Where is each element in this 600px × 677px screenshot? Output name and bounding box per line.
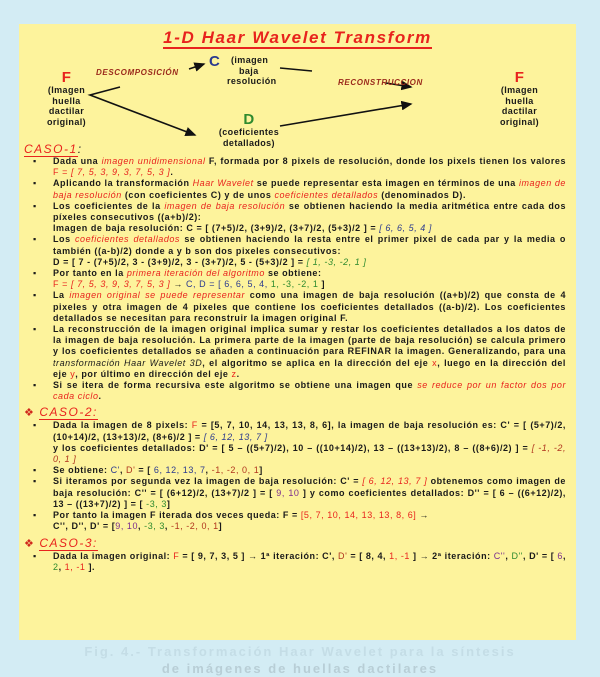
text-span: La reconstrucción de la imagen original implica sumar y restar los coeficientes detallados a los datos de la imagen de baja resolución. La primera parte de la imagen (parte de baja resolución) se calcula primero y los coeficientes detallados se añaden a continuación para REFINAR la imagen. Generalizando, para una [53, 324, 566, 357]
text-span: original) [499, 116, 540, 127]
list-item [19, 324, 576, 380]
text-span: Dada una [53, 156, 102, 166]
text-span: Dada la imagen original: [53, 550, 174, 561]
text-span: C [209, 53, 221, 70]
haar-diagram [19, 24, 576, 154]
text-span: 6 [557, 550, 563, 561]
text-span: F [191, 420, 198, 431]
text-span: se obtiene: [264, 268, 322, 279]
text-span: 9, 10 [276, 487, 300, 498]
text-span: obtenemos como imagen de baja resolución: C'' = [ (6+12)/2, (13+7)/2 ] = [ [53, 476, 566, 498]
text-span: Aplicando la transformación [53, 178, 193, 189]
text-span: z [231, 368, 237, 379]
text-span: ] [218, 521, 223, 532]
text-span: D [243, 111, 255, 128]
text-span: ▪ [33, 156, 37, 166]
text-span: (con coeficientes C) y de unos [121, 189, 275, 200]
text-span: , [562, 550, 567, 561]
text-span: resolución [227, 76, 277, 86]
text-span: (Imagen [47, 85, 86, 95]
text-span: coeficientes detallados [274, 189, 379, 200]
caso3-heading [24, 536, 576, 551]
text-span: Por tanto la imagen F iterada dos veces queda: F = [53, 510, 301, 521]
text-span: D = [ 7 - (7+5)/2, 3 - (3+9)/2, 3 - (3+7)/2, 5 - (5+3)/2 ] = [53, 256, 307, 267]
text-span: ▪ [33, 550, 37, 561]
text-span: Los coeficientes de la [53, 200, 165, 211]
text-span: ] [259, 465, 263, 476]
arrow-to-d [90, 87, 195, 135]
list-item [19, 178, 576, 200]
text-span: imagen unidimensional [101, 156, 206, 166]
text-span: C'', D'', D' = [ [53, 521, 116, 532]
text-span: , [58, 561, 65, 572]
text-span: [ 6, 6, 5, 4 ] [379, 223, 432, 234]
text-span: se reduce por un factor dos por cada ciclo [53, 380, 566, 402]
text-span: Haar Wavelet [192, 178, 254, 189]
text-span: ] → 2ª iteración: [409, 550, 494, 561]
caso2-heading [24, 405, 576, 420]
text-span: (denominados D). [378, 189, 467, 200]
text-span: imagen original se puede representar [69, 290, 246, 301]
text-span: Se obtiene: [53, 465, 111, 476]
text-span: [ 6, 12, 13, 7 ] [362, 476, 428, 487]
caso1-heading [24, 142, 576, 156]
text-span: de imágenes de huellas dactilares [161, 661, 439, 676]
text-span: → [416, 510, 429, 521]
content-panel [19, 24, 576, 640]
text-span: 9, 10 [115, 521, 139, 532]
text-span: ▪ [33, 380, 37, 391]
text-span: CASO-1 [24, 142, 78, 156]
text-span: y [70, 368, 76, 379]
text-span: [ 1, -3, -2, 1 ] [306, 256, 367, 267]
text-span: como una imagen de baja resolución ((a+b)/2) que consta de 4 pixeles y otra imagen de 4 pixeles que contiene los coeficientes detallados ((a-b)/2). Los coeficientes detallados se necesitan para reconstruir la imagen original F. [53, 290, 567, 323]
text-span: . [98, 391, 102, 402]
text-span: 1, -3, -2, 1 [270, 279, 319, 290]
text-span: se obtienen haciendo la media aritmética entre cada dos píxeles consecutivos ((a+b)/2): [53, 200, 566, 223]
text-span: Por tanto en la [53, 268, 127, 279]
text-span: D' [126, 465, 136, 476]
text-span: 2 [53, 561, 59, 572]
list-item [19, 156, 576, 178]
text-span: detallados) [223, 137, 275, 148]
text-span: F [61, 69, 72, 86]
text-span: original) [46, 116, 87, 127]
text-span: F, formada por 8 pixels de resolución, donde los pixels tienen los valores [205, 156, 567, 166]
text-span: ▪ [33, 290, 37, 301]
text-span: [ 7, 5, 3, 9, 3, 7, 5, 3 ] [70, 279, 171, 290]
text-span: y los coeficientes detallados: D' = [ 5 – ((5+7)/2), 10 – ((10+14)/2), 13 – ((13+13)/2), 8 – ((8+6)/2) ] = [53, 442, 532, 453]
text-span: dactilar [501, 106, 538, 116]
text-span: Fig. 4.- Transformación Haar Wavelet para la síntesis [84, 644, 516, 659]
caso3-list [19, 551, 576, 573]
figure-caption [0, 643, 600, 677]
text-span: ▪ [33, 420, 37, 431]
text-span: x [432, 357, 438, 368]
text-span: F = [53, 279, 71, 290]
text-span: , por último en dirección del eje [75, 368, 232, 379]
list-item [19, 201, 576, 235]
text-span: ▪ [33, 234, 37, 245]
text-span: Imagen de baja resolución: C = [ (7+5)/2, (3+9)/2, (3+7)/2, (5+3)/2 ] = [53, 223, 380, 234]
list-item [19, 465, 576, 476]
text-span: C, D = [ [185, 279, 225, 290]
text-span: imagen de baja resolución [53, 178, 566, 200]
list-item [19, 290, 576, 324]
decomposition-label: DESCOMPOSICIÓN [96, 68, 179, 77]
target-f-node [492, 70, 547, 127]
text-span: transformación Haar Wavelet 3D [53, 357, 203, 368]
text-span: primera iteración del algoritmo [126, 268, 265, 279]
text-span: = [5, 7, 10, 14, 13, 13, 8, 6], la imagen de baja resolución es: C' = [ (5+7)/2, (10+14)/2, (13+13)/2, (8+6)/2 ] = [53, 420, 566, 442]
list-item [19, 551, 576, 573]
list-item [19, 380, 576, 402]
text-span: (Imagen [500, 85, 539, 95]
text-span: huella [505, 95, 534, 106]
text-span: , luego en la dirección del eje [53, 357, 566, 379]
text-span: C'' [493, 550, 506, 561]
caso1-list [19, 156, 576, 402]
text-span: D'' [511, 550, 524, 561]
text-span: F = [53, 167, 71, 178]
list-item [19, 268, 576, 290]
text-span: . [170, 167, 174, 178]
text-span: [5, 7, 10, 14, 13, 13, 8, 6] [300, 510, 417, 521]
text-span: : [77, 142, 83, 156]
text-span: 1, -1 [64, 561, 86, 572]
text-span: ▪ [33, 510, 37, 521]
diamond-bullet-icon: ❖ [24, 537, 36, 550]
text-span: (imagen [231, 55, 269, 65]
caso2-list [19, 420, 576, 532]
text-span: , [164, 521, 172, 532]
text-span: C' [110, 465, 120, 476]
arrow-d-to-f [280, 104, 411, 126]
text-span: [ 7, 5, 3, 9, 3, 7, 5, 3 ] [70, 167, 171, 178]
text-span: , [505, 550, 512, 561]
text-span: 1-D Haar Wavelet Transform [163, 28, 432, 47]
text-span: CASO-3: [39, 535, 98, 550]
text-span: baja [239, 65, 259, 76]
text-span: → [170, 279, 186, 290]
low-res-c-node [209, 55, 284, 87]
list-item [19, 510, 576, 532]
text-span: ▪ [33, 465, 37, 476]
text-span: [ -1, -2, 0, 1 ] [53, 442, 566, 465]
text-span: Si iteramos por segunda vez la imagen de baja resolución: C' = [53, 476, 363, 487]
text-span: ]. [85, 561, 96, 572]
text-span: huella [52, 95, 81, 106]
text-span: -3, 3 [144, 521, 165, 532]
diamond-bullet-icon: ❖ [24, 407, 36, 420]
text-span: , [119, 465, 127, 476]
text-span: se obtienen haciendo la resta entre el primer pixel de cada par y la media o también ((a-b)/2) donde a y b son dos pixeles consecutivos: [53, 234, 566, 256]
list-item [19, 420, 576, 465]
text-span: 6, 12, 13, 7 [153, 465, 206, 476]
text-span: ] y como coeficientes detallados: D'' = [ 6 – ((6+12)/2), 13 – ((13+7)/2) ] = [ [53, 487, 566, 509]
text-span: -3, 3 [146, 498, 167, 509]
text-span: Dada la imagen de 8 pixels: [53, 420, 192, 431]
text-span: (coeficientes [218, 127, 280, 137]
text-span: , D' = [ [523, 550, 558, 561]
text-span: ▪ [33, 476, 37, 487]
text-span: ] [166, 498, 171, 509]
text-span: = [ 8, 4, [347, 550, 390, 561]
text-span: Si se itera de forma recursiva este algoritmo se obtiene una imagen que [53, 380, 418, 391]
text-span: ] [318, 279, 326, 290]
list-item [19, 476, 576, 510]
text-span: , [205, 465, 212, 476]
source-f-node [39, 70, 94, 127]
text-span: -1, -2, 0, 1 [211, 465, 260, 476]
text-span: Los [53, 234, 75, 245]
body-text [19, 142, 576, 573]
text-span: . [236, 368, 240, 379]
text-span: 1, -1 [389, 550, 410, 561]
text-span: imagen de baja resolución [164, 200, 286, 211]
text-span: = [ [135, 465, 154, 476]
text-span: D' [338, 550, 348, 561]
text-span: [ 6, 12, 13, 7 ] [203, 431, 268, 442]
text-span: = [ 9, 7, 3, 5 ] → 1ª iteración: C', [179, 550, 339, 561]
text-span: ▪ [33, 324, 37, 335]
text-span: La [53, 290, 70, 301]
text-span: 6, 6, 5, 4, [224, 279, 271, 290]
text-span: -1, -2, 0, 1 [171, 521, 219, 532]
text-span: se puede representar esta imagen en términos de una [253, 178, 519, 189]
text-span: F [514, 69, 525, 86]
arrow-to-c [189, 64, 204, 69]
text-span: coeficientes detallados [74, 234, 180, 245]
list-item [19, 234, 576, 268]
text-span: CASO-2: [39, 405, 98, 420]
text-span: , el algoritmo se aplica en la dirección del eje [202, 357, 433, 368]
text-span: ▪ [33, 178, 37, 189]
text-span: dactilar [48, 106, 85, 116]
reconstruction-label: RECONSTRUCCION [338, 78, 423, 87]
text-span: , [138, 521, 145, 532]
text-span: ▪ [33, 200, 37, 211]
text-span: ▪ [33, 268, 37, 279]
text-span: F [173, 550, 180, 561]
